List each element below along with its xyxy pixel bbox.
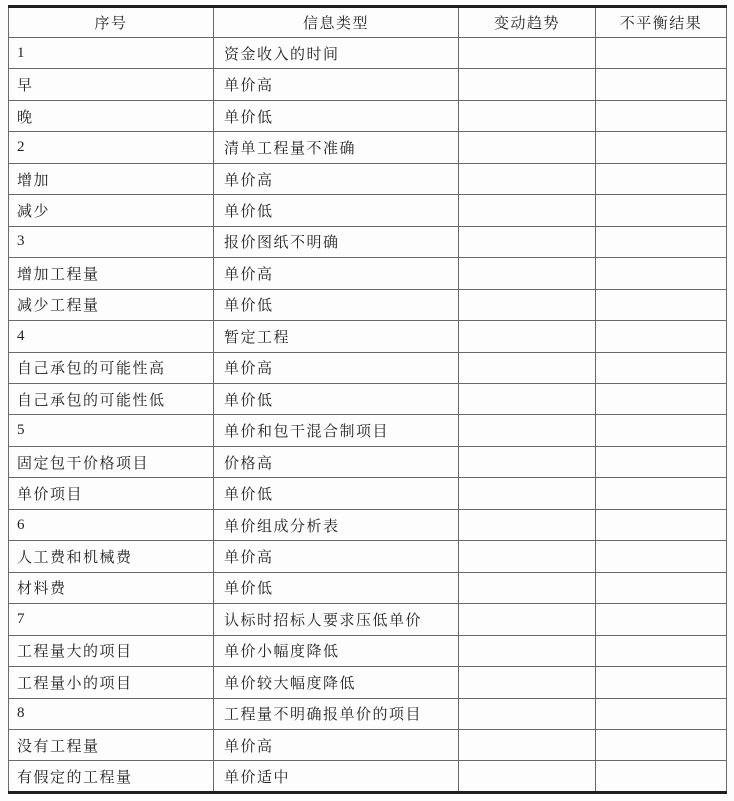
cell-imbalance-result [596,38,727,69]
cell-change-trend [459,132,596,163]
cell-info-type: 单价低 [214,289,459,320]
table-row [9,383,727,414]
header-info-type: 信息类型 [214,7,459,38]
cell-serial-number: 8 [9,698,214,729]
cell-change-trend [459,100,596,131]
cell-imbalance-result [596,226,727,257]
cell-change-trend [459,761,596,793]
cell-change-trend [459,698,596,729]
cell-info-type: 价格高 [214,446,459,477]
cell-serial-number: 固定包干价格项目 [9,446,214,477]
cell-imbalance-result [596,258,727,289]
cell-serial-number: 增加工程量 [9,258,214,289]
cell-serial-number: 早 [9,69,214,100]
cell-serial-number: 5 [9,415,214,446]
cell-change-trend [459,163,596,194]
cell-serial-number: 1 [9,38,214,69]
cell-change-trend [459,729,596,760]
cell-info-type: 报价图纸不明确 [214,226,459,257]
cell-change-trend [459,195,596,226]
cell-serial-number: 自己承包的可能性低 [9,383,214,414]
table-row [9,258,727,289]
table-row [9,163,727,194]
cell-change-trend [459,478,596,509]
table-row [9,352,727,383]
cell-change-trend [459,572,596,603]
table-row [9,761,727,793]
cell-serial-number: 4 [9,321,214,352]
cell-imbalance-result [596,604,727,635]
table-row [9,698,727,729]
cell-imbalance-result [596,698,727,729]
table-row [9,604,727,635]
cell-info-type: 单价低 [214,100,459,131]
cell-imbalance-result [596,383,727,414]
table-row [9,100,727,131]
cell-change-trend [459,69,596,100]
cell-info-type: 认标时招标人要求压低单价 [214,604,459,635]
table-row [9,446,727,477]
cell-serial-number: 材料费 [9,572,214,603]
table-row [9,541,727,572]
cell-info-type: 单价低 [214,195,459,226]
cell-imbalance-result [596,415,727,446]
cell-info-type: 暂定工程 [214,321,459,352]
cell-info-type: 单价高 [214,352,459,383]
cell-serial-number: 人工费和机械费 [9,541,214,572]
table-row [9,572,727,603]
table-row [9,69,727,100]
cell-change-trend [459,415,596,446]
cell-info-type: 单价适中 [214,761,459,793]
cell-info-type: 单价小幅度降低 [214,635,459,666]
cell-info-type: 工程量不明确报单价的项目 [214,698,459,729]
cell-imbalance-result [596,761,727,793]
table-row [9,729,727,760]
cell-imbalance-result [596,541,727,572]
cell-info-type: 单价较大幅度降低 [214,667,459,698]
cell-change-trend [459,321,596,352]
table-row [9,321,727,352]
cell-serial-number: 工程量小的项目 [9,667,214,698]
cell-imbalance-result [596,667,727,698]
cell-change-trend [459,352,596,383]
cell-imbalance-result [596,321,727,352]
cell-info-type: 单价和包干混合制项目 [214,415,459,446]
header-imbalance-result: 不平衡结果 [596,7,727,38]
cell-serial-number: 单价项目 [9,478,214,509]
cell-serial-number: 6 [9,509,214,540]
cell-imbalance-result [596,289,727,320]
cell-info-type: 单价低 [214,572,459,603]
cell-change-trend [459,226,596,257]
table-row [9,415,727,446]
table-row [9,635,727,666]
cell-info-type: 资金收入的时间 [214,38,459,69]
cell-imbalance-result [596,446,727,477]
cell-change-trend [459,635,596,666]
table-row [9,509,727,540]
cell-info-type: 单价高 [214,258,459,289]
cell-serial-number: 没有工程量 [9,729,214,760]
table-row [9,289,727,320]
cell-imbalance-result [596,352,727,383]
table-row [9,132,727,163]
cell-change-trend [459,667,596,698]
cell-change-trend [459,383,596,414]
cell-imbalance-result [596,478,727,509]
cell-change-trend [459,604,596,635]
cell-change-trend [459,446,596,477]
cell-imbalance-result [596,729,727,760]
cell-info-type: 单价高 [214,69,459,100]
cell-change-trend [459,38,596,69]
table-row [9,226,727,257]
cell-serial-number: 减少 [9,195,214,226]
unbalanced-bid-info-table [8,5,727,794]
table-row [9,667,727,698]
cell-serial-number: 2 [9,132,214,163]
cell-imbalance-result [596,100,727,131]
header-serial-number: 序号 [9,7,214,38]
cell-imbalance-result [596,163,727,194]
cell-imbalance-result [596,509,727,540]
cell-serial-number: 3 [9,226,214,257]
cell-imbalance-result [596,635,727,666]
cell-serial-number: 晚 [9,100,214,131]
cell-change-trend [459,509,596,540]
table-row [9,478,727,509]
cell-serial-number: 有假定的工程量 [9,761,214,793]
cell-imbalance-result [596,572,727,603]
table-row [9,38,727,69]
cell-serial-number: 工程量大的项目 [9,635,214,666]
header-change-trend: 变动趋势 [459,7,596,38]
cell-info-type: 单价高 [214,163,459,194]
cell-imbalance-result [596,195,727,226]
cell-imbalance-result [596,132,727,163]
table-body [9,38,727,793]
cell-change-trend [459,258,596,289]
cell-serial-number: 7 [9,604,214,635]
table-header-row [9,7,727,38]
cell-info-type: 单价高 [214,541,459,572]
cell-imbalance-result [596,69,727,100]
cell-change-trend [459,289,596,320]
cell-info-type: 单价组成分析表 [214,509,459,540]
table-row [9,195,727,226]
cell-change-trend [459,541,596,572]
cell-serial-number: 减少工程量 [9,289,214,320]
cell-info-type: 单价低 [214,383,459,414]
cell-info-type: 清单工程量不准确 [214,132,459,163]
cell-serial-number: 自己承包的可能性高 [9,352,214,383]
cell-serial-number: 增加 [9,163,214,194]
cell-info-type: 单价高 [214,729,459,760]
cell-info-type: 单价低 [214,478,459,509]
